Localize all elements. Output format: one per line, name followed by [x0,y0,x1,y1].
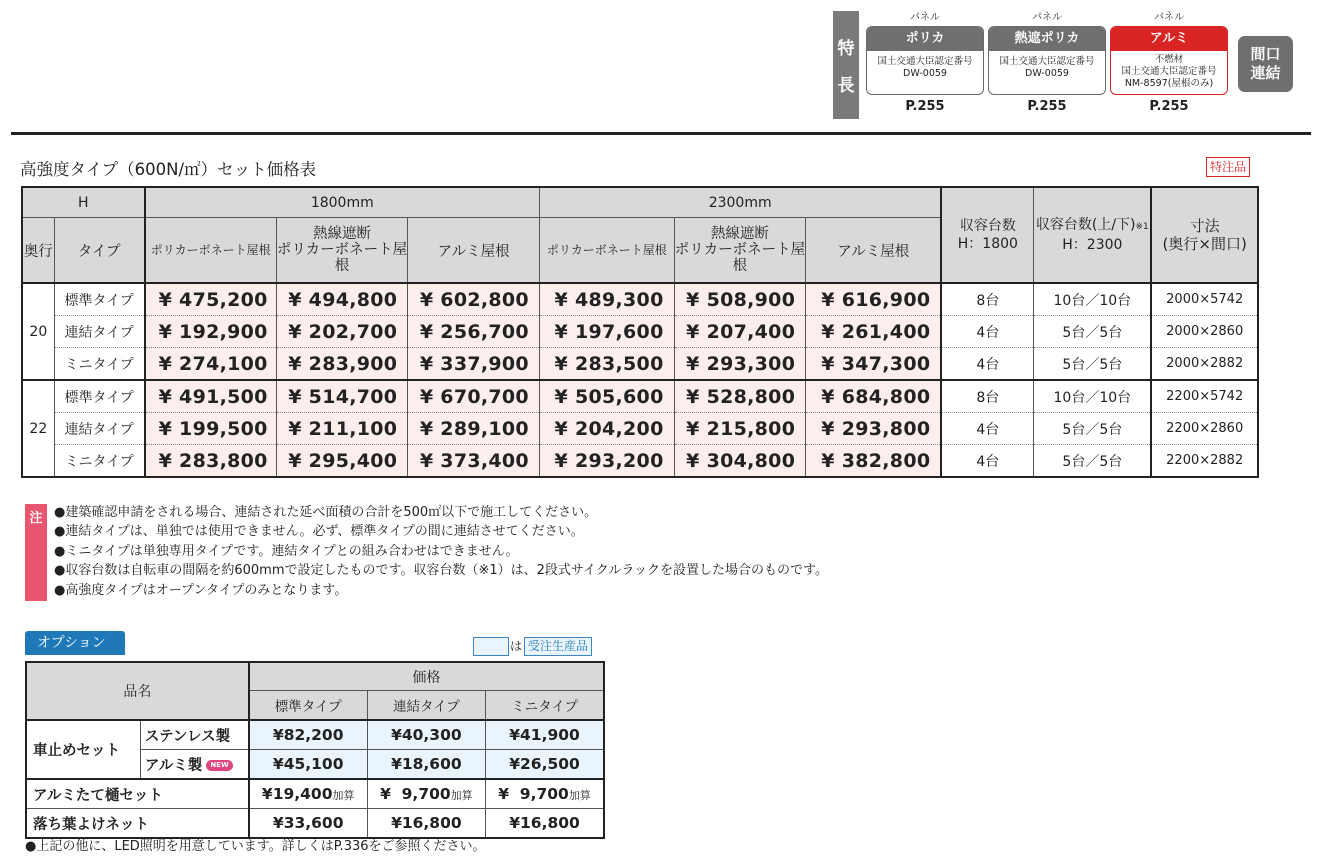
price-cell: ¥ 283,800 [145,445,277,478]
option-price: ¥16,800 [367,809,485,839]
price-cell: ¥ 192,900 [145,316,277,348]
panel-caption: パネル [910,12,940,23]
price-cell: ¥ 293,200 [539,445,674,478]
panel-caption: パネル [1032,12,1062,23]
panel-info-line: 国土交通大臣認定番号 [999,56,1095,67]
price-cell: ¥ 261,400 [806,316,942,348]
roof-header: 熱線遮断 ポリカーボネート屋根 [674,218,806,284]
panel-info-line: 不燃材 [1154,54,1184,65]
price-cell: ¥ 616,900 [806,283,942,316]
feature-label-char: 特 [837,39,855,59]
panel-aluminum [1110,10,1228,117]
type-cell: 連結タイプ [54,316,144,348]
price-table [21,186,1259,478]
notes-label: 注 [25,504,47,601]
option-price: ¥26,500 [486,750,604,780]
price-cell: ¥ 494,800 [276,283,408,316]
price-cell: ¥ 215,800 [674,413,806,445]
price-cell: ¥ 514,700 [276,380,408,413]
price-cell: ¥ 491,500 [145,380,277,413]
capacity-1800-cell: 4台 [941,316,1033,348]
capacity-1800-cell: 8台 [941,380,1033,413]
panel-caption: パネル [1154,12,1184,23]
maguchi-badge [1238,36,1293,92]
price-cell: ¥ 337,900 [408,348,540,381]
new-badge-icon: NEW [206,760,232,771]
panel-page-link[interactable]: P.255 [905,99,945,114]
option-price: ¥ 9,700加算 [367,779,485,809]
capacity-2300-cell: 10台／10台 [1034,283,1152,316]
dimension-cell: 2000×2860 [1151,316,1258,348]
notes-list [54,503,828,600]
feature-label [833,11,859,119]
capacity-1800-header [941,187,1033,283]
legend-made-to-order: 受注生産品 [524,637,592,656]
price-cell: ¥ 347,300 [806,348,942,381]
option-row-stainless [26,720,604,750]
price-cell: ¥ 489,300 [539,283,674,316]
option-col-header: ミニタイプ [486,691,604,721]
option-price: ¥18,600 [367,750,485,780]
price-cell: ¥ 505,600 [539,380,674,413]
type-header: タイプ [54,218,144,284]
type-cell: 標準タイプ [54,283,144,316]
dimension-cell: 2000×2882 [1151,348,1258,381]
price-cell: ¥ 508,900 [674,283,806,316]
type-cell: 標準タイプ [54,380,144,413]
dimension-cell: 2200×2860 [1151,413,1258,445]
dimension-header [1151,187,1258,283]
panel-name: ポリカ [867,27,983,51]
capacity-1800-cell: 8台 [941,283,1033,316]
capacity-1800-cell: 4台 [941,348,1033,381]
table-row [22,445,1258,478]
option-price: ¥16,800 [486,809,604,839]
roof-header: アルミ屋根 [806,218,942,284]
roof-header: 熱線遮断 ポリカーボネート屋根 [276,218,408,284]
panel-page-link[interactable]: P.255 [1149,99,1189,114]
option-col-header: 標準タイプ [249,691,367,721]
legend-connector: は [510,639,523,653]
option-label: オプション [25,631,125,655]
table-row [22,413,1258,445]
capacity-2300-cell: 5台／5台 [1034,348,1152,381]
option-price: ¥19,400加算 [249,779,367,809]
type-cell: ミニタイプ [54,445,144,478]
depth-cell: 20 [22,283,54,380]
capacity-2300-cell: 5台／5台 [1034,316,1152,348]
price-cell: ¥ 528,800 [674,380,806,413]
capacity-2300-cell: 5台／5台 [1034,445,1152,478]
option-aluminum-label: アルミ製 NEW [140,750,248,780]
capacity-1800-line: H：1800 [957,236,1018,252]
panel-name: 熱遮ポリカ [989,27,1105,51]
note-item: ● 収容台数は自転車の間隔を約600mmで設定したものです。収容台数（※1）は、2段式サイクルラックを設置した場合のものです。 [54,561,828,580]
price-cell: ¥ 382,800 [806,445,942,478]
price-cell: ¥ 211,100 [276,413,408,445]
price-cell: ¥ 256,700 [408,316,540,348]
price-cell: ¥ 602,800 [408,283,540,316]
price-cell: ¥ 475,200 [145,283,277,316]
price-cell: ¥ 199,500 [145,413,277,445]
type-cell: ミニタイプ [54,348,144,381]
section-divider [11,132,1311,135]
price-cell: ¥ 202,700 [276,316,408,348]
roof-header: アルミ屋根 [408,218,540,284]
capacity-2300-label: 収容台数(上/下) [1035,217,1136,233]
capacity-1800-cell: 4台 [941,445,1033,478]
option-price: ¥45,100 [249,750,367,780]
dimension-cell: 2200×2882 [1151,445,1258,478]
option-table [25,661,605,839]
roof-header: ポリカーボネート屋根 [539,218,674,284]
option-price: ¥82,200 [249,720,367,750]
type-cell: 連結タイプ [54,413,144,445]
panel-info-line: NM-8597(屋根のみ) [1124,78,1214,89]
price-cell: ¥ 274,100 [145,348,277,381]
option-row-net [26,809,604,839]
panel-info-line: DW-0059 [903,68,947,79]
price-cell: ¥ 207,400 [674,316,806,348]
capacity-2300-note: ※1 [1135,222,1149,232]
table-row [22,348,1258,381]
page-title: 高強度タイプ（600N/㎡）セット価格表 [20,160,317,179]
option-price: ¥41,900 [486,720,604,750]
capacity-1800-line: 収容台数 [959,218,1016,234]
option-price-header: 価格 [249,662,604,691]
option-price: ¥33,600 [249,809,367,839]
panel-heat-shield-polycarbonate [988,10,1106,117]
capacity-2300-cell: 5台／5台 [1034,413,1152,445]
h-header: H [22,187,145,218]
option-stopper-label: 車止めセット [26,720,140,779]
price-cell: ¥ 283,500 [539,348,674,381]
option-col-header: 連結タイプ [367,691,485,721]
feature-label-char: 長 [837,76,855,96]
h1800-header: 1800mm [145,187,540,218]
price-cell: ¥ 304,800 [674,445,806,478]
panel-info-line: 国土交通大臣認定番号 [877,56,973,67]
price-cell: ¥ 289,100 [408,413,540,445]
price-cell: ¥ 293,300 [674,348,806,381]
dimension-cell: 2000×5742 [1151,283,1258,316]
table-row [22,380,1258,413]
note-item: ● 建築確認申請をされる場合、連結された延べ面積の合計を500㎡以下で施工してください。 [54,503,828,522]
price-cell: ¥ 204,200 [539,413,674,445]
price-cell: ¥ 283,900 [276,348,408,381]
price-cell: ¥ 295,400 [276,445,408,478]
footnote: ● 上記の他に、LED照明を用意しています。詳しくはP.336をご参照ください。 [25,837,486,857]
dimension-line: (奥行×間口) [1162,235,1247,253]
option-name-header: 品名 [26,662,249,720]
table-row [22,283,1258,316]
option-row-gutter [26,779,604,809]
capacity-1800-cell: 4台 [941,413,1033,445]
option-price: ¥40,300 [367,720,485,750]
legend-swatch [473,637,509,656]
panel-info-line: 国土交通大臣認定番号 [1121,66,1217,77]
capacity-2300-header [1034,187,1152,283]
maguchi-line: 連結 [1250,64,1281,82]
table-row [22,316,1258,348]
option-stainless-label: ステンレス製 [140,720,248,750]
special-order-badge: 特注品 [1206,157,1250,177]
price-cell: ¥ 373,400 [408,445,540,478]
dimension-cell: 2200×5742 [1151,380,1258,413]
depth-cell: 22 [22,380,54,477]
option-gutter-label: アルミたて樋セット [26,779,249,809]
depth-header: 奥行 [22,218,54,284]
dimension-line: 寸法 [1189,217,1220,235]
panel-info-line: DW-0059 [1025,68,1069,79]
maguchi-line: 間口 [1250,45,1281,63]
capacity-2300-cell: 10台／10台 [1034,380,1152,413]
panel-polycarbonate [866,10,984,117]
note-item: ● 連結タイプは、単独では使用できません。必ず、標準タイプの間に連結させてください。 [54,522,828,541]
capacity-2300-height: H：2300 [1062,237,1123,253]
price-cell: ¥ 197,600 [539,316,674,348]
panel-page-link[interactable]: P.255 [1027,99,1067,114]
note-item: ● ミニタイプは単独専用タイプです。連結タイプとの組み合わせはできません。 [54,542,828,561]
panel-name: アルミ [1111,27,1227,51]
roof-header: ポリカーボネート屋根 [145,218,277,284]
option-price: ¥ 9,700加算 [486,779,604,809]
price-cell: ¥ 293,800 [806,413,942,445]
note-item: ● 高強度タイプはオープンタイプのみとなります。 [54,581,828,600]
price-cell: ¥ 670,700 [408,380,540,413]
price-cell: ¥ 684,800 [806,380,942,413]
h2300-header: 2300mm [539,187,941,218]
option-net-label: 落ち葉よけネット [26,809,249,839]
